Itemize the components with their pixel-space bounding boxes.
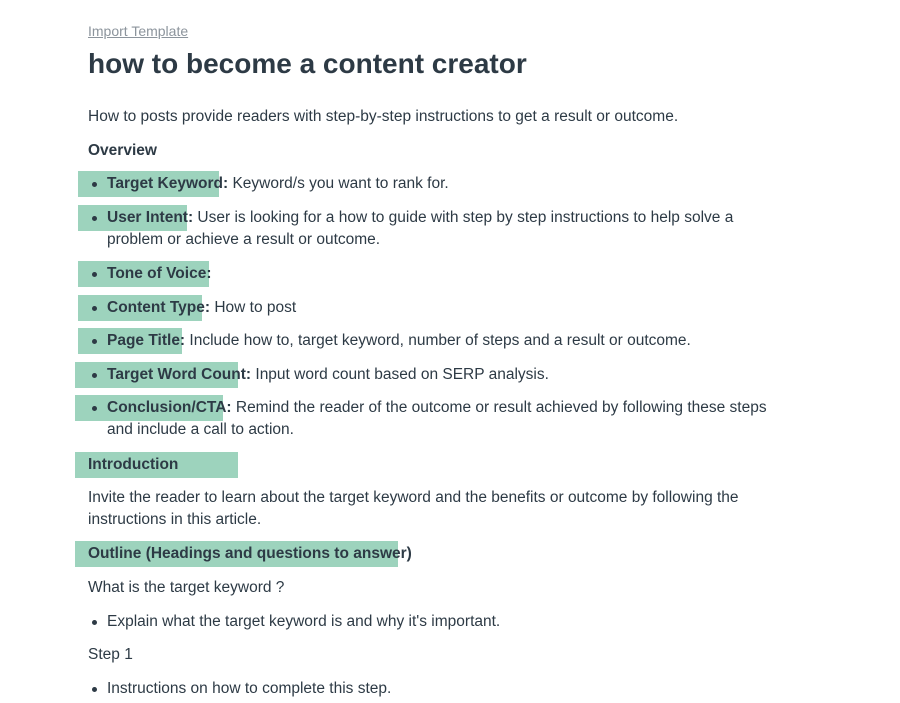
overview-heading: Overview (88, 142, 157, 159)
bullet-icon (92, 182, 97, 187)
item-label: Target Word Count: (107, 366, 252, 383)
list-item (88, 263, 778, 285)
item-label: Page Title: (107, 332, 186, 349)
list-item (88, 678, 778, 700)
introduction-text: Invite the reader to learn about the target keyword and the benefits or outcome by following the instructions in this article. (88, 489, 739, 528)
bullet-icon (92, 687, 97, 692)
introduction-heading: Introduction (88, 456, 179, 473)
item-label: Tone of Voice: (107, 265, 212, 282)
item-text: Input word count based on SERP analysis. (251, 366, 549, 383)
item-label: Content Type: (107, 299, 211, 316)
list-item (88, 297, 778, 319)
item-text: Instructions on how to complete this step. (107, 680, 392, 697)
bullet-icon (92, 339, 97, 344)
item-label: User Intent: (107, 209, 194, 226)
list-item (88, 611, 778, 633)
bullet-icon (92, 216, 97, 221)
item-label: Conclusion/CTA: (107, 399, 232, 416)
item-text: Include how to, target keyword, number of steps and a result or outcome. (185, 332, 691, 349)
item-text: Keyword/s you want to rank for. (228, 175, 449, 192)
bullet-icon (92, 272, 97, 277)
list-item (88, 207, 778, 251)
bullet-icon (92, 620, 97, 625)
import-template-link[interactable]: Import Template (88, 23, 189, 39)
list-item (88, 397, 778, 441)
list-item (88, 364, 778, 386)
outline-heading: Outline (Headings and questions to answer) (88, 545, 412, 562)
list-item (88, 330, 778, 352)
list-item (88, 173, 778, 195)
bullet-icon (92, 406, 97, 411)
item-text: User is looking for a how to guide with step by step instructions to help solve a problem or achieve a result or outcome. (107, 209, 734, 248)
bullet-icon (92, 306, 97, 311)
item-text: Remind the reader of the outcome or result achieved by following these steps and include a call to action. (107, 399, 767, 438)
intro-paragraph: How to posts provide readers with step-by-step instructions to get a result or outcome. (88, 108, 679, 125)
page-title: how to become a content creator (88, 48, 527, 79)
outline-step: Step 1 (88, 646, 133, 663)
item-text: How to post (210, 299, 297, 316)
item-text: Explain what the target keyword is and why it's important. (107, 613, 501, 630)
item-label: Target Keyword: (107, 175, 229, 192)
outline-question: What is the target keyword ? (88, 579, 285, 596)
bullet-icon (92, 373, 97, 378)
